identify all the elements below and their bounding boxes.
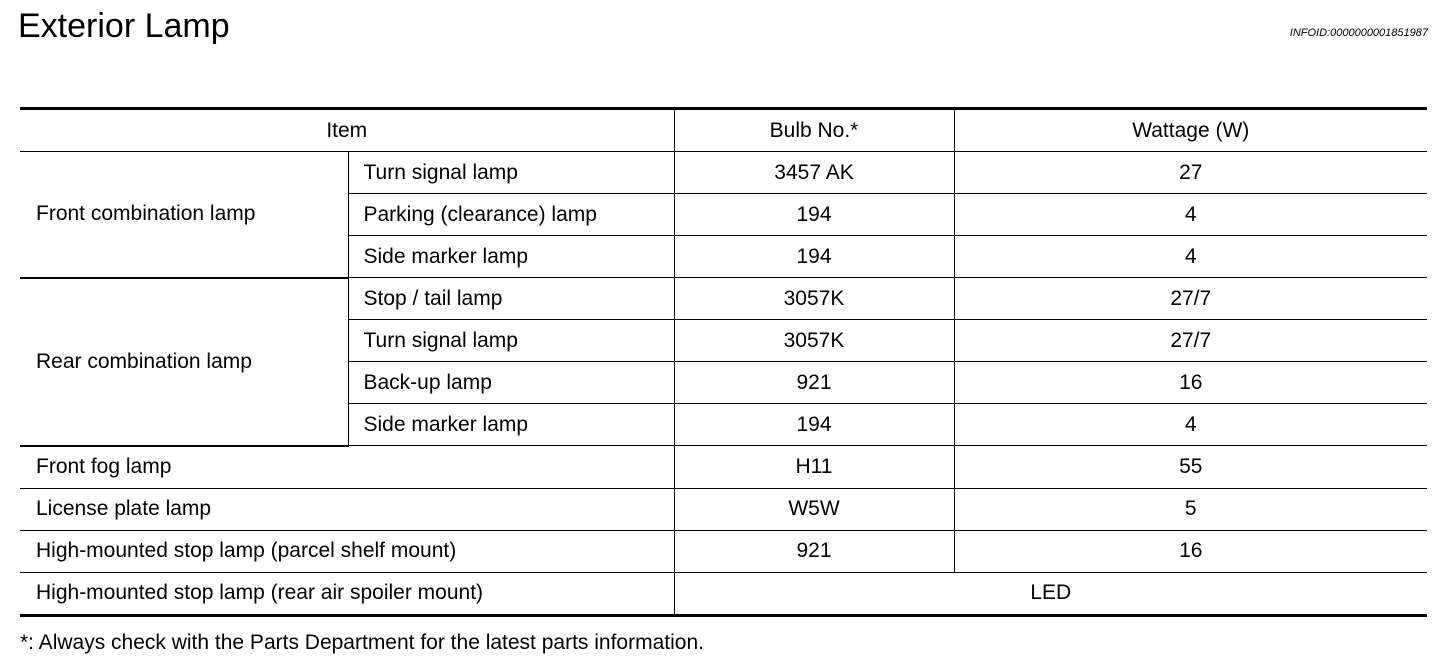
table-row bbox=[20, 446, 1427, 489]
header-item: Item bbox=[20, 109, 674, 152]
sub-item: Side marker lamp bbox=[348, 404, 674, 446]
footnote: *: Always check with the Parts Department for the latest parts information. bbox=[20, 631, 704, 654]
table-header-row bbox=[20, 109, 1427, 152]
wattage: 55 bbox=[954, 446, 1427, 489]
bulb-no: 3057K bbox=[674, 320, 954, 362]
item-name: Front fog lamp bbox=[20, 446, 674, 489]
header-wattage: Wattage (W) bbox=[954, 109, 1427, 152]
item-name: High-mounted stop lamp (rear air spoiler mount) bbox=[20, 572, 674, 615]
sub-item: Turn signal lamp bbox=[348, 152, 674, 194]
bulb-no: H11 bbox=[674, 446, 954, 489]
wattage: 16 bbox=[954, 530, 1427, 572]
bulb-no: 194 bbox=[674, 404, 954, 446]
table-row bbox=[20, 152, 1427, 194]
bulb-no: 194 bbox=[674, 194, 954, 236]
wattage: 4 bbox=[954, 236, 1427, 278]
wattage: 27 bbox=[954, 152, 1427, 194]
item-name: License plate lamp bbox=[20, 488, 674, 530]
table-row bbox=[20, 572, 1427, 615]
bulb-no: 921 bbox=[674, 362, 954, 404]
info-id: INFOID:0000000001851987 bbox=[1289, 27, 1428, 39]
bulb-no: W5W bbox=[674, 488, 954, 530]
wattage: 4 bbox=[954, 194, 1427, 236]
wattage: 4 bbox=[954, 404, 1427, 446]
bulb-no: 3057K bbox=[674, 278, 954, 320]
sub-item: Back-up lamp bbox=[348, 362, 674, 404]
page-title: Exterior Lamp bbox=[18, 7, 230, 45]
table-row bbox=[20, 530, 1427, 572]
wattage: 16 bbox=[954, 362, 1427, 404]
group-name-rear-combination: Rear combination lamp bbox=[20, 278, 348, 446]
wattage: 27/7 bbox=[954, 320, 1427, 362]
bulb-no: 3457 AK bbox=[674, 152, 954, 194]
bulb-no: 921 bbox=[674, 530, 954, 572]
bulb-no: 194 bbox=[674, 236, 954, 278]
sub-item: Side marker lamp bbox=[348, 236, 674, 278]
header-bulb-no: Bulb No.* bbox=[674, 109, 954, 152]
table-row bbox=[20, 278, 1427, 320]
wattage: 27/7 bbox=[954, 278, 1427, 320]
table-row bbox=[20, 488, 1427, 530]
sub-item: Stop / tail lamp bbox=[348, 278, 674, 320]
group-name-front-combination: Front combination lamp bbox=[20, 152, 348, 278]
item-name: High-mounted stop lamp (parcel shelf mount) bbox=[20, 530, 674, 572]
exterior-lamp-table bbox=[20, 107, 1427, 617]
sub-item: Parking (clearance) lamp bbox=[348, 194, 674, 236]
wattage: 5 bbox=[954, 488, 1427, 530]
sub-item: Turn signal lamp bbox=[348, 320, 674, 362]
merged-value: LED bbox=[674, 572, 1427, 615]
